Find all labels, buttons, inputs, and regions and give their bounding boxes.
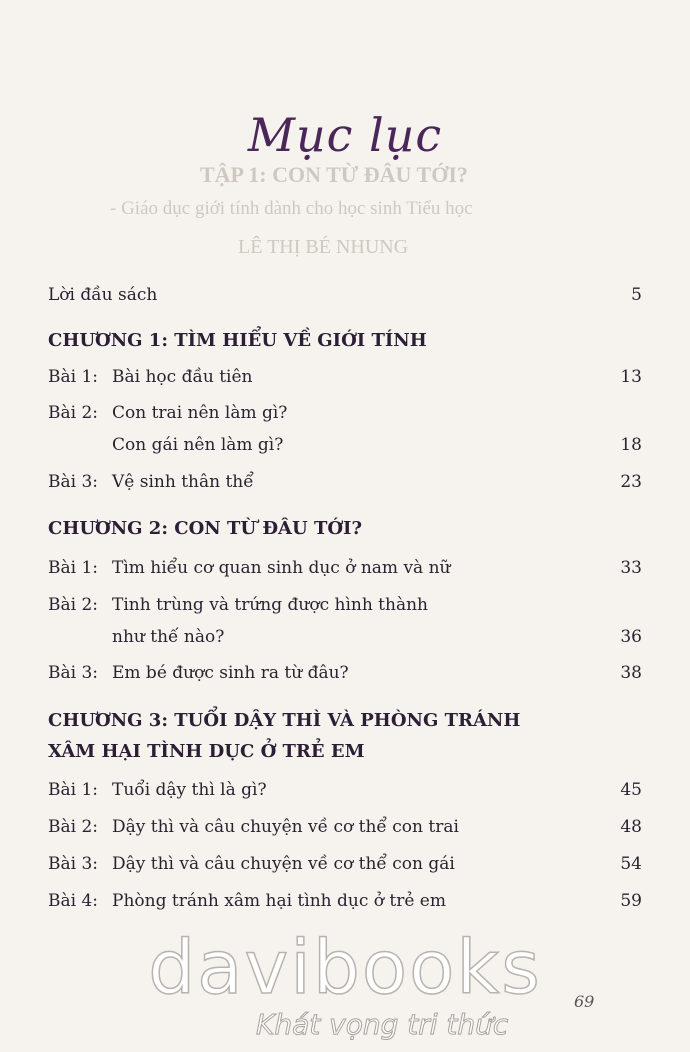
lesson-title: Dậy thì và câu chuyện về cơ thể con trai <box>112 817 459 837</box>
lesson-number: Bài 2: <box>48 595 99 615</box>
lesson-number: Bài 3: <box>48 663 99 683</box>
lesson-number: Bài 1: <box>48 780 99 800</box>
lesson-title-continued: như thế nào? <box>112 627 225 647</box>
entry-page: 18 <box>620 435 642 455</box>
entry-page: 38 <box>620 663 642 683</box>
entry-page: 48 <box>620 817 642 837</box>
lesson-title: Tuổi dậy thì là gì? <box>112 780 267 800</box>
lesson-title: Phòng tránh xâm hại tình dục ở trẻ em <box>112 891 446 911</box>
entry-title: Lời đầu sách <box>48 285 158 305</box>
lesson-number: Bài 2: <box>48 403 99 423</box>
chapter-heading: CHƯƠNG 3: TUỔI DẬY THÌ VÀ PHÒNG TRÁNH <box>48 710 521 731</box>
lesson-number: Bài 3: <box>48 472 99 492</box>
entry-page: 23 <box>620 472 642 492</box>
watermark-slogan: Khát vọng tri thức <box>256 1008 509 1041</box>
lesson-number: Bài 4: <box>48 891 99 911</box>
bleed-through-text: TẬP 1: CON TỪ ĐÂU TỚI? <box>200 162 468 187</box>
lesson-title: Tìm hiểu cơ quan sinh dục ở nam và nữ <box>112 558 451 578</box>
bleed-through-text: - Giáo dục giới tính dành cho học sinh Tiểu học <box>110 198 473 219</box>
entry-page: 54 <box>620 854 642 874</box>
chapter-heading: CHƯƠNG 2: CON TỪ ĐÂU TỚI? <box>48 518 363 539</box>
lesson-number: Bài 3: <box>48 854 99 874</box>
lesson-title: Bài học đầu tiên <box>112 367 253 387</box>
lesson-title-continued: Con gái nên làm gì? <box>112 435 284 455</box>
page-title: Mục lục <box>247 108 443 162</box>
lesson-title: Dậy thì và câu chuyện về cơ thể con gái <box>112 854 455 874</box>
entry-page: 59 <box>620 891 642 911</box>
bleed-through-text: LÊ THỊ BÉ NHUNG <box>238 236 409 258</box>
lesson-title: Vệ sinh thân thể <box>112 472 254 492</box>
entry-page: 45 <box>620 780 642 800</box>
entry-page: 5 <box>631 285 642 305</box>
entry-page: 36 <box>620 627 642 647</box>
entry-page: 33 <box>620 558 642 578</box>
watermark-brand: davibooks <box>148 925 542 1011</box>
lesson-title: Em bé được sinh ra từ đâu? <box>112 663 349 683</box>
chapter-heading: CHƯƠNG 1: TÌM HIỂU VỀ GIỚI TÍNH <box>48 330 427 351</box>
chapter-heading-continued: XÂM HẠI TÌNH DỤC Ở TRẺ EM <box>48 741 365 762</box>
lesson-number: Bài 2: <box>48 817 99 837</box>
entry-page: 13 <box>620 367 642 387</box>
lesson-title: Tinh trùng và trứng được hình thành <box>112 595 428 615</box>
page-number: 69 <box>574 992 595 1011</box>
lesson-number: Bài 1: <box>48 367 99 387</box>
lesson-title: Con trai nên làm gì? <box>112 403 288 423</box>
lesson-number: Bài 1: <box>48 558 99 578</box>
